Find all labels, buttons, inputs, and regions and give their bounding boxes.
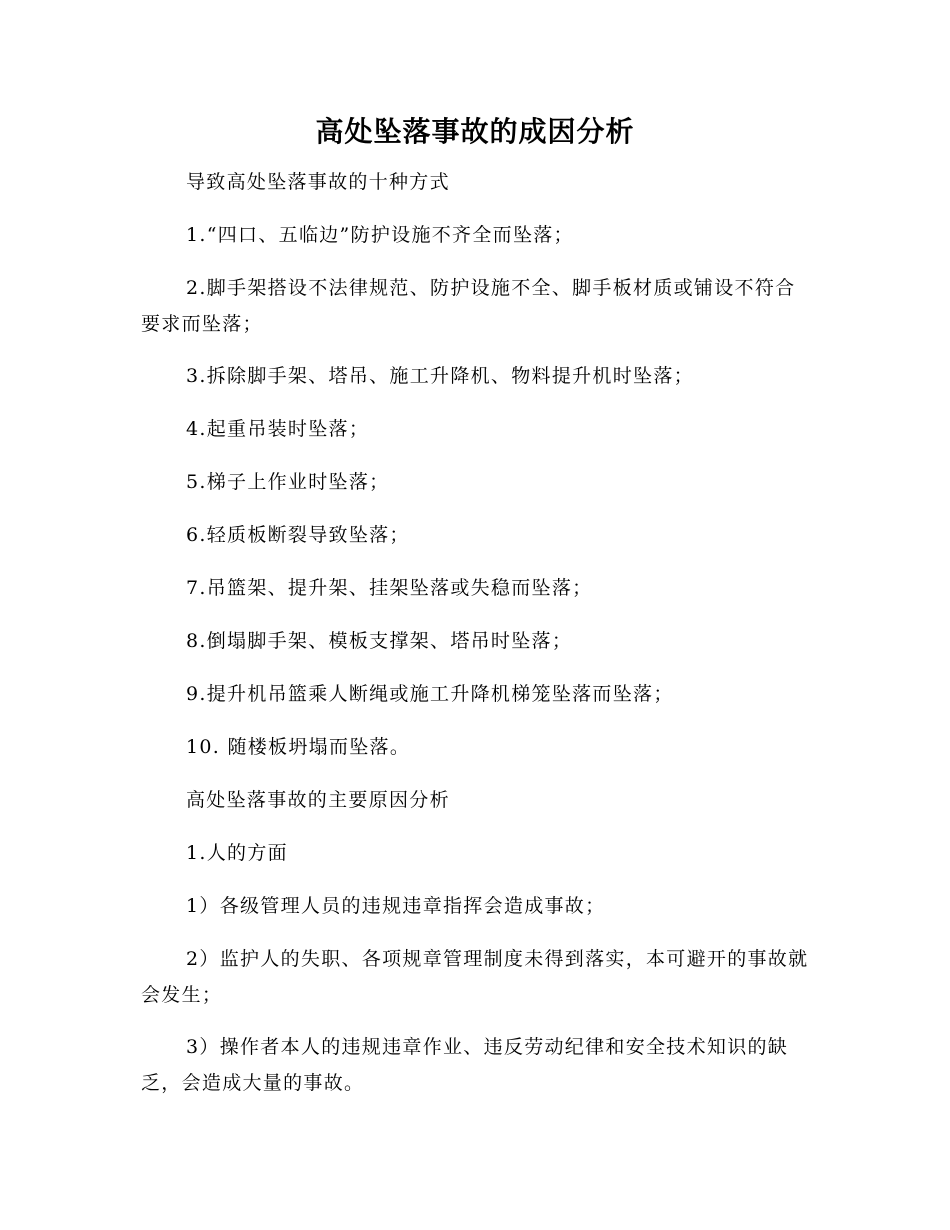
- list-item: 1）各级管理人员的违规违章指挥会造成事故；: [186, 895, 606, 917]
- list-item: 2）监护人的失职、各项规章管理制度未得到落实，本可避开的事故就会发生；: [141, 948, 809, 1006]
- list-item: 8.倒塌脚手架、模板支撑架、塔吊时坠落；: [186, 630, 573, 652]
- list-item: 10. 随楼板坍塌而坠落。: [186, 736, 411, 758]
- list-item: 3）操作者本人的违规违章作业、违反劳动纪律和安全技术知识的缺乏，会造成大量的事故。: [141, 1036, 789, 1094]
- list-item: 9.提升机吊篮乘人断绳或施工升降机梯笼坠落而坠落；: [186, 683, 674, 705]
- section-heading-fall-methods: 导致高处坠落事故的十种方式: [186, 171, 450, 193]
- list-item: 1.“四口、五临边”防护设施不齐全而坠落；: [186, 224, 574, 246]
- subsection-heading: 1.人的方面: [186, 842, 288, 864]
- list-item: 3.拆除脚手架、塔吊、施工升降机、物料提升机时坠落；: [186, 365, 694, 387]
- list-item: 5.梯子上作业时坠落；: [186, 471, 390, 493]
- list-item: 4.起重吊装时坠落；: [186, 418, 370, 440]
- section-heading-cause-analysis: 高处坠落事故的主要原因分析: [186, 789, 450, 811]
- list-item: 7.吊篮架、提升架、挂架坠落或失稳而坠落；: [186, 577, 593, 599]
- document-body: [141, 164, 809, 1101]
- list-item: 2.脚手架搭设不法律规范、防护设施不全、脚手板材质或铺设不符合要求而坠落；: [141, 277, 796, 335]
- list-item: 6.轻质板断裂导致坠落；: [186, 524, 410, 546]
- document-title: 高处坠落事故的成因分析: [315, 115, 635, 148]
